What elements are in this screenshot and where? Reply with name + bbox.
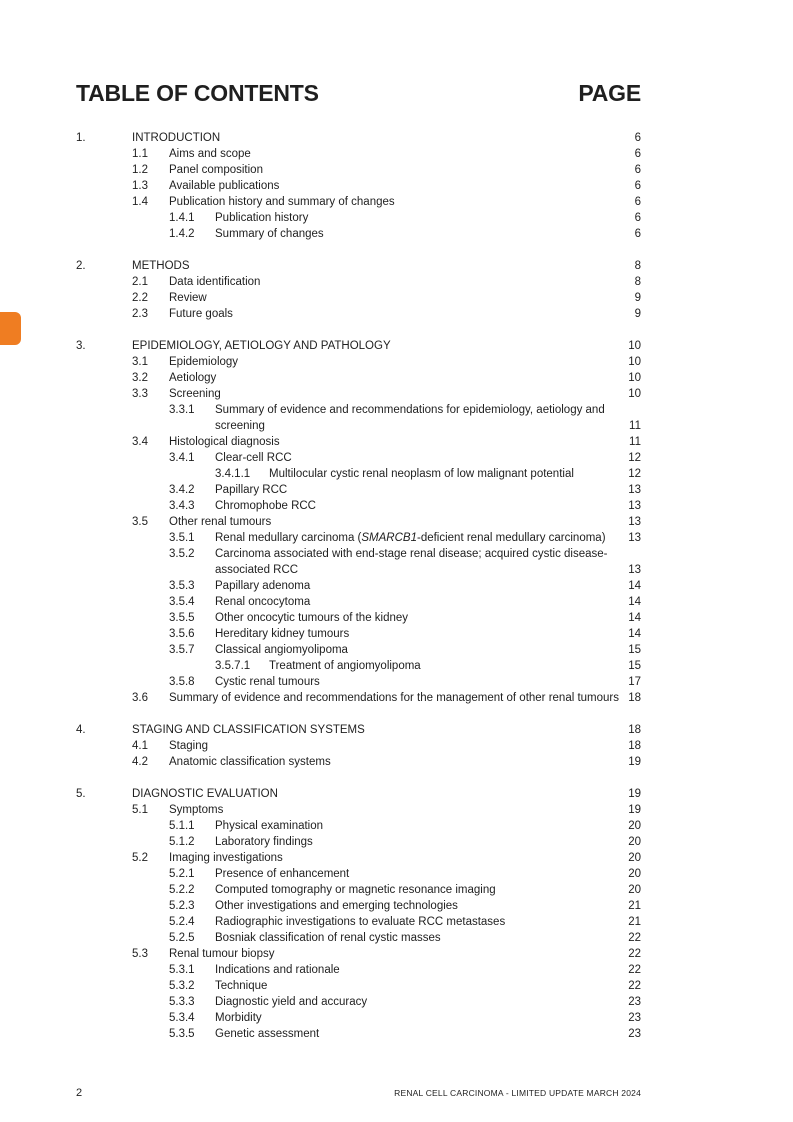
toc-entry-title: Staging <box>169 740 209 752</box>
toc-entry-title: Renal oncocytoma <box>215 596 311 608</box>
toc-entry-page: 14 <box>628 628 641 640</box>
toc-entry[interactable] <box>0 1010 793 1026</box>
toc-entry-title: Treatment of angiomyolipoma <box>269 660 421 672</box>
toc-entry-number: 2.2 <box>132 292 148 304</box>
toc-entry-page: 21 <box>628 900 641 912</box>
toc-entry-page: 22 <box>628 980 641 992</box>
toc-entry-number: 3.5.5 <box>169 612 195 624</box>
toc-entry-page: 10 <box>628 372 641 384</box>
toc-entry-page: 6 <box>634 228 641 240</box>
toc-entry-title: Publication history <box>215 212 309 224</box>
toc-entry-number: 5.2.1 <box>169 868 195 880</box>
toc-entry[interactable] <box>0 226 793 242</box>
toc-entry-title: Histological diagnosis <box>169 436 280 448</box>
toc-entry-number: 3. <box>76 340 86 352</box>
toc-entry[interactable] <box>0 434 793 450</box>
toc-entry-number: 1.4.1 <box>169 212 195 224</box>
toc-entry[interactable] <box>0 482 793 498</box>
toc-entry-page: 20 <box>628 820 641 832</box>
toc-entry-page: 22 <box>628 964 641 976</box>
toc-entry[interactable] <box>0 578 793 594</box>
toc-entry-title: Renal tumour biopsy <box>169 948 275 960</box>
toc-entry-page: 23 <box>628 1028 641 1040</box>
toc-entry[interactable] <box>0 354 793 370</box>
toc-entry[interactable] <box>0 802 793 818</box>
toc-entry-number: 3.2 <box>132 372 148 384</box>
toc-entry[interactable] <box>0 642 793 658</box>
toc-entry-title: Multilocular cystic renal neoplasm of low malignant potential <box>269 468 574 480</box>
toc-entry-title: Papillary RCC <box>215 484 288 496</box>
toc-entry-title: Available publications <box>169 180 280 192</box>
toc-entry-page: 18 <box>628 740 641 752</box>
toc-entry-title: INTRODUCTION <box>132 132 221 144</box>
toc-entry-page: 6 <box>634 164 641 176</box>
toc-entry-page: 6 <box>634 196 641 208</box>
toc-entry-title: Publication history and summary of changes <box>169 196 395 208</box>
toc-entry[interactable] <box>0 562 793 578</box>
toc-entry-title: Other investigations and emerging technologies <box>215 900 458 912</box>
toc-entry-page: 23 <box>628 996 641 1008</box>
toc-entry-title: screening <box>215 420 265 432</box>
toc-entry-title: EPIDEMIOLOGY, AETIOLOGY AND PATHOLOGY <box>132 340 391 352</box>
toc-entry-page: 19 <box>628 788 641 800</box>
toc-entry-number: 3.5.7 <box>169 644 195 656</box>
toc-entry-title-gene-name: SMARCB1 <box>361 532 417 544</box>
toc-entry[interactable] <box>0 130 793 146</box>
toc-entry-number: 1.2 <box>132 164 148 176</box>
toc-list <box>0 130 793 1042</box>
toc-entry-title: Screening <box>169 388 221 400</box>
toc-entry[interactable] <box>0 962 793 978</box>
toc-entry-page: 21 <box>628 916 641 928</box>
toc-entry[interactable] <box>0 610 793 626</box>
toc-entry-title: Classical angiomyolipoma <box>215 644 348 656</box>
toc-entry-title: Chromophobe RCC <box>215 500 316 512</box>
toc-entry-number: 3.4.1.1 <box>215 468 251 480</box>
toc-entry-number: 3.3.1 <box>169 404 195 416</box>
toc-entry-number: 5.1 <box>132 804 148 816</box>
toc-entry-page: 13 <box>628 500 641 512</box>
toc-entry-page: 23 <box>628 1012 641 1024</box>
toc-entry-page: 22 <box>628 948 641 960</box>
toc-entry[interactable] <box>0 738 793 754</box>
toc-entry-number: 3.4.2 <box>169 484 195 496</box>
toc-title: TABLE OF CONTENTS <box>76 80 319 106</box>
toc-entry-number: 3.4.1 <box>169 452 195 464</box>
toc-entry-number: 3.1 <box>132 356 148 368</box>
toc-entry-title: Presence of enhancement <box>215 868 350 880</box>
toc-entry[interactable] <box>0 818 793 834</box>
toc-entry-number: 4. <box>76 724 86 736</box>
toc-entry-page: 14 <box>628 612 641 624</box>
toc-entry-number: 5.2.5 <box>169 932 195 944</box>
toc-entry-number: 3.5 <box>132 516 148 528</box>
toc-entry[interactable] <box>0 514 793 530</box>
toc-entry-page: 20 <box>628 884 641 896</box>
toc-entry-page: 6 <box>634 180 641 192</box>
toc-entry-number: 1.3 <box>132 180 148 192</box>
toc-entry-title: Indications and rationale <box>215 964 340 976</box>
toc-entry-page: 19 <box>628 804 641 816</box>
toc-entry-title: Other renal tumours <box>169 516 272 528</box>
toc-entry[interactable] <box>0 178 793 194</box>
toc-entry-page: 9 <box>634 308 641 320</box>
toc-entry[interactable] <box>0 146 793 162</box>
toc-entry-title: Review <box>169 292 207 304</box>
toc-entry-page: 18 <box>628 724 641 736</box>
toc-entry[interactable] <box>0 754 793 770</box>
toc-entry[interactable] <box>0 402 793 418</box>
toc-entry-number: 5.3.1 <box>169 964 195 976</box>
toc-entry-title: Epidemiology <box>169 356 239 368</box>
toc-entry-number: 3.5.8 <box>169 676 195 688</box>
toc-entry[interactable] <box>0 658 793 674</box>
toc-entry-title: Hereditary kidney tumours <box>215 628 350 640</box>
toc-entry-number: 3.5.2 <box>169 548 195 560</box>
toc-entry-page: 15 <box>628 644 641 656</box>
toc-entry-number: 2.1 <box>132 276 148 288</box>
toc-entry[interactable] <box>0 690 793 706</box>
toc-entry-title: Bosniak classification of renal cystic masses <box>215 932 441 944</box>
toc-entry-number: 5.2 <box>132 852 148 864</box>
toc-entry-title: Data identification <box>169 276 261 288</box>
toc-entry[interactable] <box>0 898 793 914</box>
toc-entry-number: 1.4.2 <box>169 228 195 240</box>
toc-entry-title: Summary of evidence and recommendations for epidemiology, aetiology and <box>215 404 605 416</box>
toc-entry[interactable] <box>0 786 793 802</box>
toc-entry[interactable] <box>0 1026 793 1042</box>
toc-entry-title: Genetic assessment <box>215 1028 320 1040</box>
toc-entry[interactable] <box>0 626 793 642</box>
toc-entry-title: Papillary adenoma <box>215 580 311 592</box>
toc-entry-page: 10 <box>628 340 641 352</box>
toc-entry-title: Clear-cell RCC <box>215 452 292 464</box>
toc-entry-title: Anatomic classification systems <box>169 756 331 768</box>
toc-entry-title: Symptoms <box>169 804 224 816</box>
toc-entry-page: 22 <box>628 932 641 944</box>
toc-entry[interactable] <box>0 450 793 466</box>
toc-entry-number: 3.4.3 <box>169 500 195 512</box>
toc-entry[interactable] <box>0 370 793 386</box>
toc-entry-page: 20 <box>628 836 641 848</box>
toc-entry[interactable] <box>0 290 793 306</box>
toc-entry-title: Summary of evidence and recommendations for the management of other renal tumours <box>169 692 620 704</box>
toc-entry-number: 5.2.4 <box>169 916 195 928</box>
toc-entry-title: Panel composition <box>169 164 263 176</box>
toc-entry[interactable] <box>0 258 793 274</box>
toc-entry-title: Aetiology <box>169 372 217 384</box>
toc-entry[interactable] <box>0 994 793 1010</box>
toc-entry-page: 19 <box>628 756 641 768</box>
toc-entry[interactable] <box>0 850 793 866</box>
toc-entry-number: 1.4 <box>132 196 148 208</box>
toc-entry-title: STAGING AND CLASSIFICATION SYSTEMS <box>132 724 365 736</box>
toc-entry-title: DIAGNOSTIC EVALUATION <box>132 788 278 800</box>
toc-entry[interactable] <box>0 530 793 546</box>
toc-entry-number: 3.5.7.1 <box>215 660 251 672</box>
toc-entry-number: 3.4 <box>132 436 148 448</box>
toc-entry[interactable] <box>0 418 793 434</box>
toc-entry-page: 14 <box>628 580 641 592</box>
toc-entry-title: Imaging investigations <box>169 852 283 864</box>
toc-entry-number: 1.1 <box>132 148 148 160</box>
toc-entry-title: METHODS <box>132 260 190 272</box>
toc-entry-page: 10 <box>628 356 641 368</box>
toc-entry[interactable] <box>0 386 793 402</box>
toc-entry-page: 17 <box>628 676 641 688</box>
footer-page-number: 2 <box>76 1087 83 1099</box>
toc-entry[interactable] <box>0 306 793 322</box>
toc-entry-number: 2. <box>76 260 86 272</box>
toc-entry[interactable] <box>0 946 793 962</box>
toc-entry-page: 11 <box>629 436 641 448</box>
toc-entry-page: 8 <box>634 260 641 272</box>
toc-entry-title: Other oncocytic tumours of the kidney <box>215 612 409 624</box>
toc-entry-number: 3.5.3 <box>169 580 195 592</box>
toc-entry[interactable] <box>0 978 793 994</box>
toc-entry[interactable] <box>0 498 793 514</box>
toc-entry[interactable] <box>0 274 793 290</box>
toc-entry-page: 9 <box>634 292 641 304</box>
toc-entry-page: 6 <box>634 132 641 144</box>
toc-entry-title: Computed tomography or magnetic resonance imaging <box>215 884 496 896</box>
toc-entry-number: 3.6 <box>132 692 148 704</box>
toc-entry-title: Morbidity <box>215 1012 262 1024</box>
toc-entry-page: 20 <box>628 868 641 880</box>
toc-entry-title: Carcinoma associated with end-stage renal disease; acquired cystic disease- <box>215 548 608 560</box>
toc-entry-title: Diagnostic yield and accuracy <box>215 996 368 1008</box>
toc-entry-title: Aims and scope <box>169 148 251 160</box>
toc-entry-number: 5.3.5 <box>169 1028 195 1040</box>
footer-running-title: RENAL CELL CARCINOMA - LIMITED UPDATE MARCH 2024 <box>394 1088 641 1098</box>
toc-entry-number: 5.1.2 <box>169 836 195 848</box>
toc-entry-number: 1. <box>76 132 86 144</box>
toc-entry-title: Summary of changes <box>215 228 324 240</box>
toc-entry-title: Cystic renal tumours <box>215 676 320 688</box>
toc-entry-page: 14 <box>628 596 641 608</box>
toc-entry-number: 5.3.4 <box>169 1012 195 1024</box>
toc-entry-page: 13 <box>628 564 641 576</box>
toc-entry-title: Technique <box>215 980 268 992</box>
toc-entry[interactable] <box>0 866 793 882</box>
toc-entry-page: 18 <box>628 692 641 704</box>
toc-entry-number: 2.3 <box>132 308 148 320</box>
toc-entry-page: 13 <box>628 532 641 544</box>
toc-entry[interactable] <box>0 466 793 482</box>
toc-entry[interactable] <box>0 930 793 946</box>
toc-entry-page: 13 <box>628 516 641 528</box>
toc-entry[interactable] <box>0 194 793 210</box>
toc-entry-page: 15 <box>628 660 641 672</box>
toc-entry[interactable] <box>0 594 793 610</box>
toc-entry-number: 5.3.2 <box>169 980 195 992</box>
toc-entry-number: 3.5.4 <box>169 596 195 608</box>
toc-entry-number: 4.1 <box>132 740 148 752</box>
toc-entry-page: 20 <box>628 852 641 864</box>
toc-entry-title: associated RCC <box>215 564 299 576</box>
toc-entry-page: 8 <box>634 276 641 288</box>
toc-entry-page: 6 <box>634 212 641 224</box>
toc-entry-page: 11 <box>629 420 641 432</box>
toc-entry[interactable] <box>0 914 793 930</box>
toc-entry-number: 3.5.6 <box>169 628 195 640</box>
toc-entry-page: 6 <box>634 148 641 160</box>
toc-entry[interactable] <box>0 722 793 738</box>
toc-entry-title: Laboratory findings <box>215 836 313 848</box>
toc-entry-number: 5.3.3 <box>169 996 195 1008</box>
toc-entry-page: 12 <box>628 468 641 480</box>
toc-entry-number: 3.3 <box>132 388 148 400</box>
toc-entry[interactable] <box>0 210 793 226</box>
toc-entry-number: 5.3 <box>132 948 148 960</box>
toc-entry-number: 5.2.2 <box>169 884 195 896</box>
toc-entry-number: 3.5.1 <box>169 532 195 544</box>
toc-entry[interactable] <box>0 162 793 178</box>
toc-entry-number: 5.2.3 <box>169 900 195 912</box>
toc-entry-title: Physical examination <box>215 820 324 832</box>
toc-entry[interactable] <box>0 834 793 850</box>
toc-entry-title: Radiographic investigations to evaluate RCC metastases <box>215 916 506 928</box>
toc-entry[interactable] <box>0 674 793 690</box>
toc-entry[interactable] <box>0 882 793 898</box>
toc-entry-page: 12 <box>628 452 641 464</box>
toc-entry[interactable] <box>0 338 793 354</box>
page-column-label: PAGE <box>578 80 641 106</box>
toc-entry-page: 10 <box>628 388 641 400</box>
toc-entry-number: 5. <box>76 788 86 800</box>
toc-entry-number: 4.2 <box>132 756 148 768</box>
toc-entry-number: 5.1.1 <box>169 820 195 832</box>
toc-entry[interactable] <box>0 546 793 562</box>
toc-entry-title: Renal medullary carcinoma (SMARCB1-deficient renal medullary carcinoma) <box>215 532 606 544</box>
toc-entry-page: 13 <box>628 484 641 496</box>
toc-entry-title: Future goals <box>169 308 233 320</box>
